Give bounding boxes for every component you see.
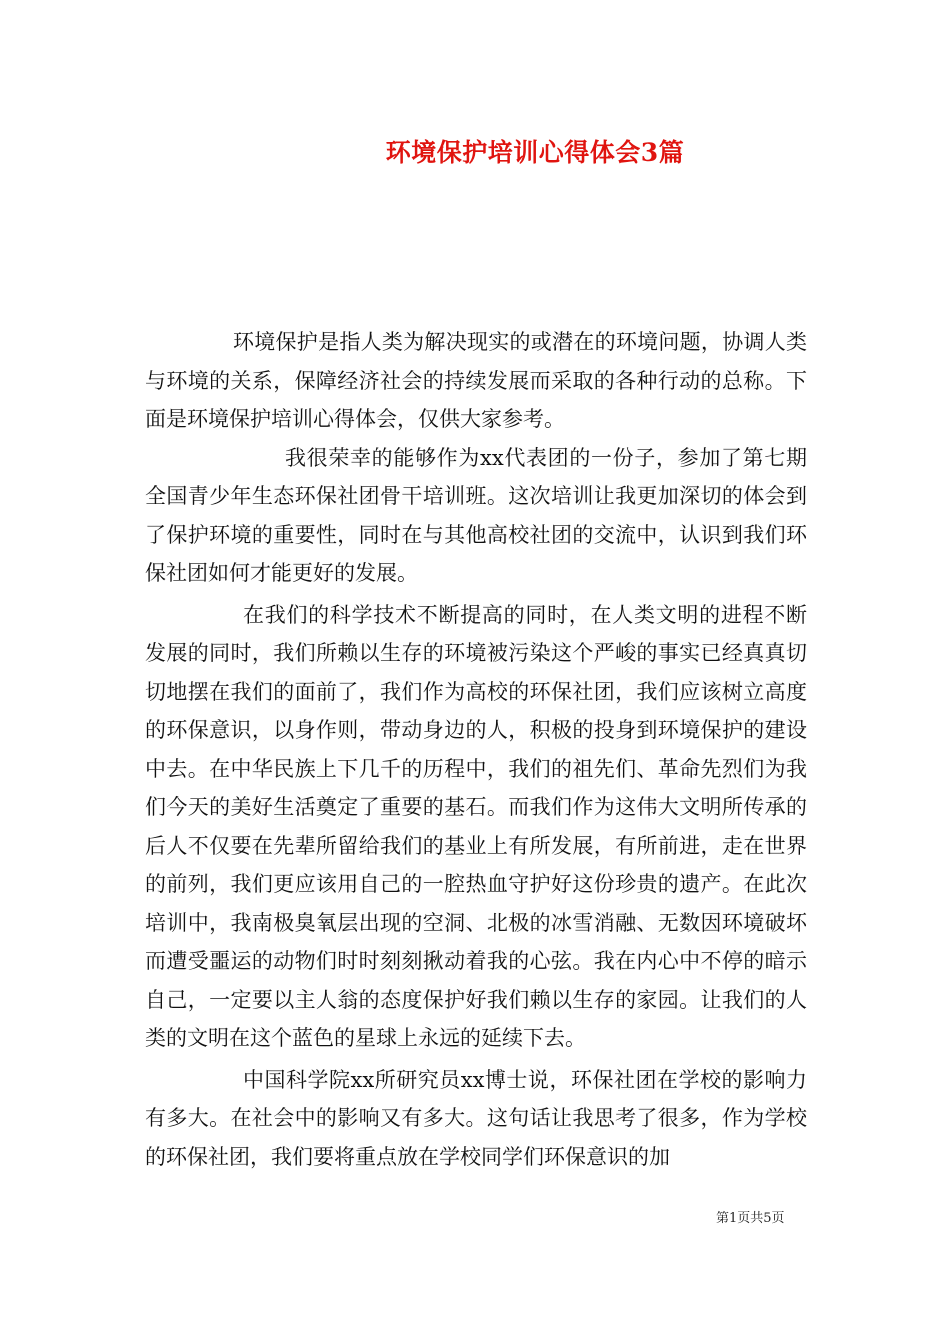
paragraph-honor: 我很荣幸的能够作为xx代表团的一份子，参加了第七期全国青少年生态环保社团骨干培训班。这次培训让我更加深切的体会到了保护环境的重要性，同时在与其他高校社团的交流中，认识到我们环保社团如何才能更好的发展。 [145,445,807,585]
paragraph-science: 在我们的科学技术不断提高的同时，在人类文明的进程不断发展的同时，我们所赖以生存的环境被污染这个严峻的事实已经真真切切地摆在我们的面前了，我们作为高校的环保社团，我们应该树立高度的环保意识，以身作则，带动身边的人，积极的投身到环境保护的建设中去。在中华民族上下几千的历程中，我们的祖先们、革命先烈们为我们今天的美好生活奠定了重要的基石。而我们作为这伟大文明所传承的后人不仅要在先辈所留给我们的基业上有所发展，有所前进，走在世界的前列，我们更应该用自己的一腔热血守护好这份珍贵的遗产。在此次培训中，我南极臭氧层出现的空洞、北极的冰雪消融、无数因环境破坏而遭受噩运的动物们时时刻刻揪动着我的心弦。我在内心中不停的暗示自己，一定要以主人翁的态度保护好我们赖以生存的家园。让我们的人类的文明在这个蓝色的星球上永远的延续下去。 [145,602,807,1050]
paragraph-academy: 中国科学院xx所研究员xx博士说，环保社团在学校的影响力有多大。在社会中的影响又有多大。这句话让我思考了很多，作为学校的环保社团，我们要将重点放在学校同学们环保意识的加 [145,1067,807,1169]
page-number-footer: 第1页共5页 [716,1211,785,1226]
document-title: 环境保护培训心得体会3篇 [385,138,685,167]
paragraph-intro: 环境保护是指人类为解决现实的或潜在的环境问题，协调人类与环境的关系，保障经济社会的持续发展而采取的各种行动的总称。下面是环境保护培训心得体会，仅供大家参考。 [145,330,807,431]
document-body [145,323,807,1176]
